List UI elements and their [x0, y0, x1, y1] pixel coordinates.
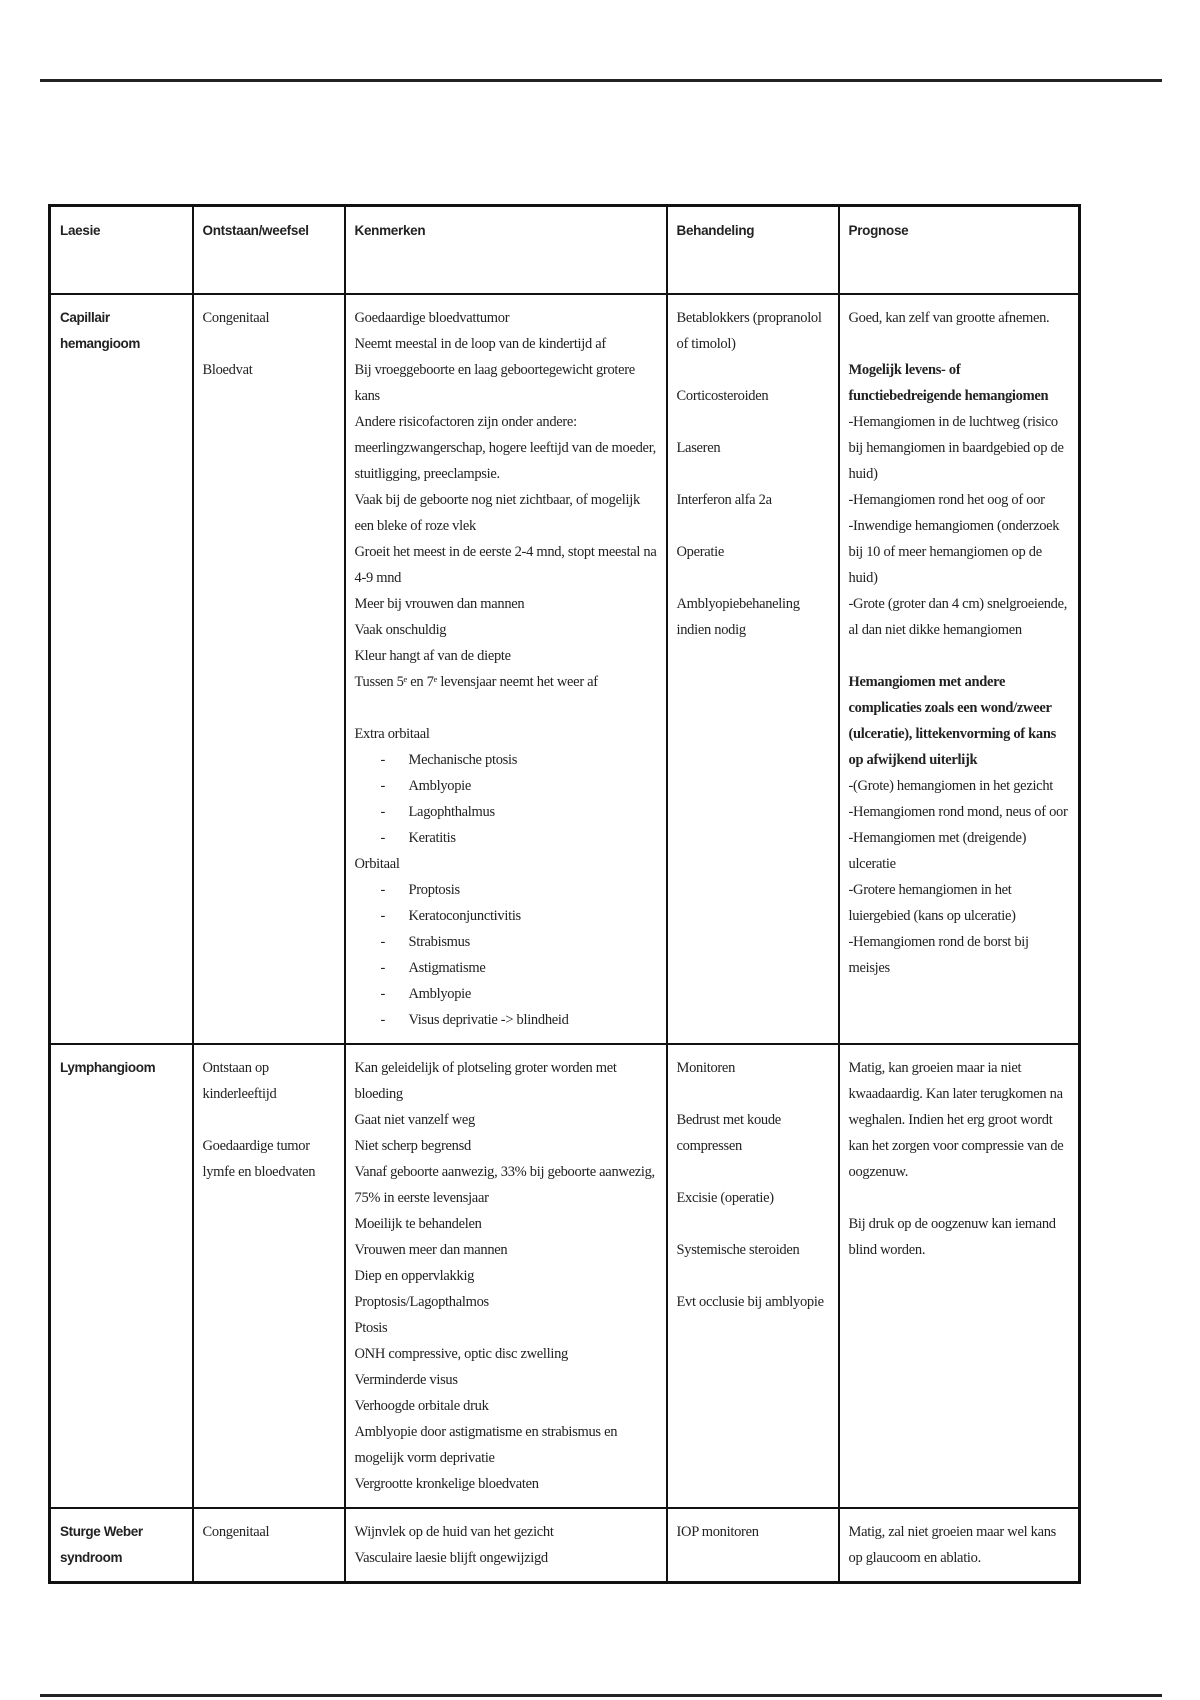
bullet-item	[355, 955, 657, 981]
spacer	[355, 695, 657, 721]
origin-text: Goedaardige tumor lymfe en bloedvaten	[202, 1138, 316, 1180]
subsection-title: Orbitaal	[354, 856, 400, 872]
feature-line: Verminderde visus	[354, 1372, 458, 1388]
feature-line: Vasculaire laesie blijft ongewijzigd	[354, 1550, 548, 1566]
feature-line: Proptosis/Lagopthalmos	[354, 1294, 489, 1310]
bullet-item	[355, 981, 657, 1007]
treatment-item: Bedrust met koude compressen	[676, 1112, 781, 1154]
bullet-marker: -	[380, 934, 386, 950]
treatment-item: Betablokkers (propranolol of timolol)	[676, 310, 822, 352]
bullet-marker: -	[380, 882, 386, 898]
treatment-item: Interferon alfa 2a	[676, 492, 772, 508]
treatment-item: Laseren	[676, 440, 721, 456]
prognosis-text: Goed, kan zelf van grootte afnemen.	[848, 310, 1050, 326]
bullet-item	[355, 799, 657, 825]
lesion-name-cell	[50, 294, 193, 1044]
bullet-text: Proptosis	[408, 882, 460, 898]
feature-line: Groeit het meest in de eerste 2-4 mnd, stopt meestal na 4-9 mnd	[354, 544, 657, 586]
feature-line: Vrouwen meer dan mannen	[354, 1242, 508, 1258]
bullet-item	[355, 929, 657, 955]
table-header-row	[50, 206, 1080, 295]
bullet-marker: -	[380, 1012, 386, 1028]
bullet-text: Mechanische ptosis	[408, 752, 518, 768]
spacer	[849, 643, 1070, 669]
prognosis-item: -Hemangiomen rond het oog of oor	[848, 492, 1045, 508]
feature-line: Gaat niet vanzelf weg	[354, 1112, 476, 1128]
origin-text: Congenitaal	[202, 310, 270, 326]
prognosis-item: -Grotere hemangiomen in het luiergebied (kans op ulceratie)	[848, 882, 1016, 924]
prognosis-text: Bij druk op de oogzenuw kan iemand blind worden.	[848, 1216, 1056, 1258]
feature-line: Andere risicofactoren zijn onder andere: meerlingzwangerschap, hogere leeftijd van de moeder, stuitligging, preeclampsie.	[354, 414, 656, 482]
bullet-marker: -	[380, 830, 386, 846]
origin-text: Congenitaal	[202, 1524, 270, 1540]
lesion-name: Lymphangioom	[60, 1060, 156, 1075]
treatment-item: Amblyopiebehaneling indien nodig	[676, 596, 800, 638]
feature-line: Vanaf geboorte aanwezig, 33% bij geboorte aanwezig, 75% in eerste levensjaar	[354, 1164, 655, 1206]
prognosis-item: -Hemangiomen rond mond, neus of oor	[848, 804, 1068, 820]
bullet-marker: -	[380, 778, 386, 794]
treatment-cell	[667, 294, 839, 1044]
treatment-item: Monitoren	[676, 1060, 736, 1076]
feature-line: Moeilijk te behandelen	[354, 1216, 482, 1232]
bullet-item	[355, 747, 657, 773]
feature-line: Ptosis	[354, 1320, 388, 1336]
feature-line: Vergrootte kronkelige bloedvaten	[354, 1476, 539, 1492]
feature-line: Meer bij vrouwen dan mannen	[354, 596, 525, 612]
features-cell	[345, 1044, 667, 1508]
lesion-name: Sturge Weber syndroom	[60, 1524, 143, 1565]
origin-cell	[193, 1044, 345, 1508]
origin-text: Bloedvat	[202, 362, 253, 378]
feature-line: Niet scherp begrensd	[354, 1138, 471, 1154]
prognosis-cell	[839, 294, 1080, 1044]
prognosis-item: -Grote (groter dan 4 cm) snelgroeiende, al dan niet dikke hemangiomen	[848, 596, 1068, 638]
treatment-cell	[667, 1508, 839, 1583]
feature-line: Diep en oppervlakkig	[354, 1268, 475, 1284]
prognosis-cell	[839, 1508, 1080, 1583]
origin-cell	[193, 294, 345, 1044]
bullet-text: Keratitis	[408, 830, 456, 846]
feature-line: Tussen 5ᵉ en 7ᵉ levensjaar neemt het weer af	[354, 674, 598, 690]
header-prognose: Prognose	[839, 206, 1080, 295]
header-behandeling: Behandeling	[667, 206, 839, 295]
spacer	[849, 331, 1070, 357]
feature-line: Wijnvlek op de huid van het gezicht	[354, 1524, 554, 1540]
bullet-item	[355, 1007, 657, 1033]
prognosis-text: Matig, zal niet groeien maar wel kans op glaucoom en ablatio.	[848, 1524, 1057, 1566]
table-row	[50, 1044, 1080, 1508]
prognosis-heading: Hemangiomen met andere complicaties zoals een wond/zweer (ulceratie), littekenvorming of kans op afwijkend uiterlijk	[848, 674, 1056, 768]
feature-line: Bij vroeggeboorte en laag geboortegewicht grotere kans	[354, 362, 635, 404]
bullet-text: Lagophthalmus	[408, 804, 495, 820]
treatment-item: Systemische steroiden	[676, 1242, 800, 1258]
origin-cell	[193, 1508, 345, 1583]
lesion-name-cell	[50, 1044, 193, 1508]
feature-line: Kan geleidelijk of plotseling groter worden met bloeding	[354, 1060, 617, 1102]
treatment-cell	[667, 1044, 839, 1508]
features-cell	[345, 294, 667, 1044]
table-row	[50, 1508, 1080, 1583]
feature-line: Verhoogde orbitale druk	[354, 1398, 489, 1414]
feature-line: Vaak bij de geboorte nog niet zichtbaar, of mogelijk een bleke of roze vlek	[354, 492, 640, 534]
feature-line: Kleur hangt af van de diepte	[354, 648, 511, 664]
bullet-item	[355, 773, 657, 799]
bullet-marker: -	[380, 908, 386, 924]
bullet-text: Visus deprivatie -> blindheid	[408, 1012, 569, 1028]
lesion-table	[48, 204, 1081, 1584]
bullet-marker: -	[380, 986, 386, 1002]
prognosis-cell	[839, 1044, 1080, 1508]
table-row	[50, 294, 1080, 1044]
bullet-marker: -	[380, 752, 386, 768]
features-cell	[345, 1508, 667, 1583]
header-laesie: Laesie	[50, 206, 193, 295]
prognosis-item: -Hemangiomen met (dreigende) ulceratie	[848, 830, 1027, 872]
feature-line: Goedaardige bloedvattumor	[354, 310, 510, 326]
prognosis-item: -Hemangiomen in de luchtweg (risico bij hemangiomen in baardgebied op de huid)	[848, 414, 1064, 482]
treatment-item: Excisie (operatie)	[676, 1190, 774, 1206]
header-kenmerken: Kenmerken	[345, 206, 667, 295]
bullet-marker: -	[380, 960, 386, 976]
feature-line: ONH compressive, optic disc zwelling	[354, 1346, 568, 1362]
prognosis-heading: Mogelijk levens- of functiebedreigende hemangiomen	[848, 362, 1049, 404]
feature-line: Vaak onschuldig	[354, 622, 447, 638]
header-rule	[40, 79, 1162, 82]
bullet-marker: -	[380, 804, 386, 820]
bullet-text: Strabismus	[408, 934, 470, 950]
bullet-text: Keratoconjunctivitis	[408, 908, 521, 924]
bullet-item	[355, 825, 657, 851]
bullet-text: Amblyopie	[408, 778, 472, 794]
bullet-text: Astigmatisme	[408, 960, 486, 976]
prognosis-text: Matig, kan groeien maar ia niet kwaadaardig. Kan later terugkomen na weghalen. Indien het erg groot wordt kan het zorgen voor compressie van de oogzenuw.	[848, 1060, 1064, 1180]
lesion-name: Capillair hemangioom	[60, 310, 141, 351]
bullet-item	[355, 903, 657, 929]
feature-line: Neemt meestal in de loop van de kindertijd af	[354, 336, 606, 352]
footer-rule	[40, 1694, 1162, 1697]
header-ontstaan: Ontstaan/weefsel	[193, 206, 345, 295]
treatment-item: Operatie	[676, 544, 725, 560]
bullet-text: Amblyopie	[408, 986, 472, 1002]
prognosis-item: -Inwendige hemangiomen (onderzoek bij 10 of meer hemangiomen op de huid)	[848, 518, 1060, 586]
lesion-name-cell	[50, 1508, 193, 1583]
prognosis-item: -(Grote) hemangiomen in het gezicht	[848, 778, 1054, 794]
bullet-item	[355, 877, 657, 903]
treatment-item: IOP monitoren	[676, 1524, 759, 1540]
prognosis-item: -Hemangiomen rond de borst bij meisjes	[848, 934, 1029, 976]
feature-line: Amblyopie door astigmatisme en strabismus en mogelijk vorm deprivatie	[354, 1424, 618, 1466]
subsection-title: Extra orbitaal	[354, 726, 430, 742]
treatment-item: Evt occlusie bij amblyopie	[676, 1294, 824, 1310]
origin-text: Ontstaan op kinderleeftijd	[202, 1060, 277, 1102]
treatment-item: Corticosteroiden	[676, 388, 769, 404]
